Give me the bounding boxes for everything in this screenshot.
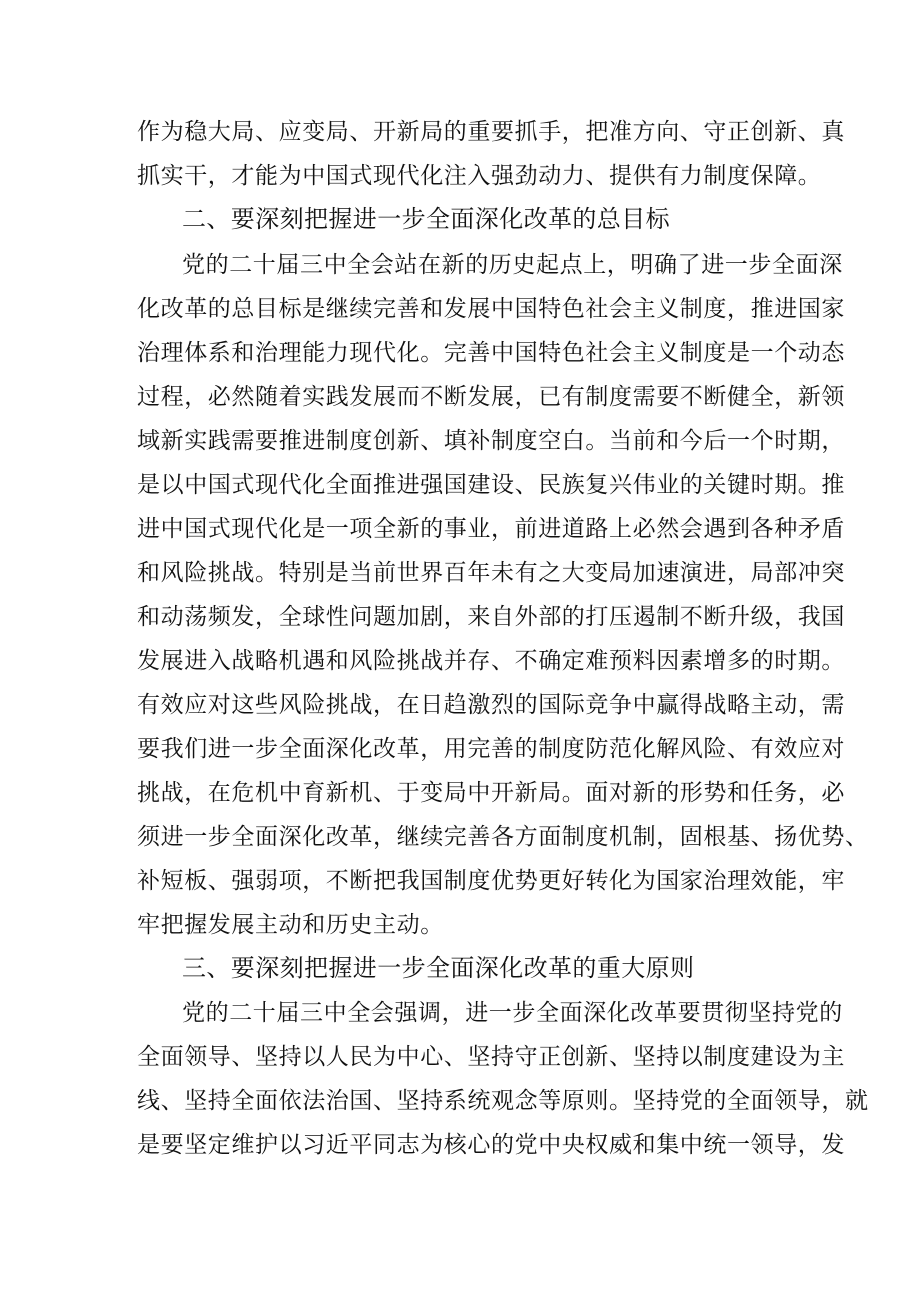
paragraph-line: 须进一步全面深化改革，继续完善各方面制度机制，固根基、扬优势、 [137, 824, 869, 850]
paragraph-line: 补短板、强弱项，不断把我国制度优势更好转化为国家治理效能，牢 [137, 868, 845, 894]
paragraph-line: 和动荡频发，全球性问题加剧，来自外部的打压遏制不断升级，我国 [137, 604, 845, 630]
paragraph-line: 挑战，在危机中育新机、于变局中开新局。面对新的形势和任务，必 [137, 780, 845, 806]
paragraph-line: 是要坚定维护以习近平同志为核心的党中央权威和集中统一领导，发 [137, 1132, 845, 1158]
paragraph-line: 进中国式现代化是一项全新的事业，前进道路上必然会遇到各种矛盾 [137, 516, 845, 542]
paragraph-line: 发展进入战略机遇和风险挑战并存、不确定难预料因素增多的时期。 [137, 648, 845, 674]
paragraph-line: 牢把握发展主动和历史主动。 [137, 912, 444, 938]
section-heading: 三、要深刻把握进一步全面深化改革的重大原则 [182, 954, 695, 982]
paragraph-line: 域新实践需要推进制度创新、填补制度空白。当前和今后一个时期， [137, 428, 845, 454]
paragraph-line: 作为稳大局、应变局、开新局的重要抓手，把准方向、守正创新、真 [137, 119, 845, 145]
paragraph-line: 过程，必然随着实践发展而不断发展，已有制度需要不断健全，新领 [137, 384, 845, 410]
paragraph-line: 党的二十届三中全会站在新的历史起点上，明确了进一步全面深 [182, 252, 843, 278]
paragraph-line: 要我们进一步全面深化改革，用完善的制度防范化解风险、有效应对 [137, 736, 845, 762]
paragraph-line: 全面领导、坚持以人民为中心、坚持守正创新、坚持以制度建设为主 [137, 1044, 845, 1070]
paragraph-line: 治理体系和治理能力现代化。完善中国特色社会主义制度是一个动态 [137, 340, 845, 366]
paragraph-line: 抓实干，才能为中国式现代化注入强劲动力、提供有力制度保障。 [137, 163, 822, 189]
paragraph-line: 化改革的总目标是继续完善和发展中国特色社会主义制度，推进国家 [137, 296, 845, 322]
section-heading: 二、要深刻把握进一步全面深化改革的总目标 [182, 205, 670, 233]
paragraph-line: 线、坚持全面依法治国、坚持系统观念等原则。坚持党的全面领导，就 [137, 1088, 869, 1114]
paragraph-line: 是以中国式现代化全面推进强国建设、民族复兴伟业的关键时期。推 [137, 472, 845, 498]
paragraph-line: 有效应对这些风险挑战，在日趋激烈的国际竞争中赢得战略主动，需 [137, 692, 845, 718]
paragraph-line: 党的二十届三中全会强调，进一步全面深化改革要贯彻坚持党的 [182, 1000, 843, 1026]
paragraph-line: 和风险挑战。特别是当前世界百年未有之大变局加速演进，局部冲突 [137, 560, 845, 586]
